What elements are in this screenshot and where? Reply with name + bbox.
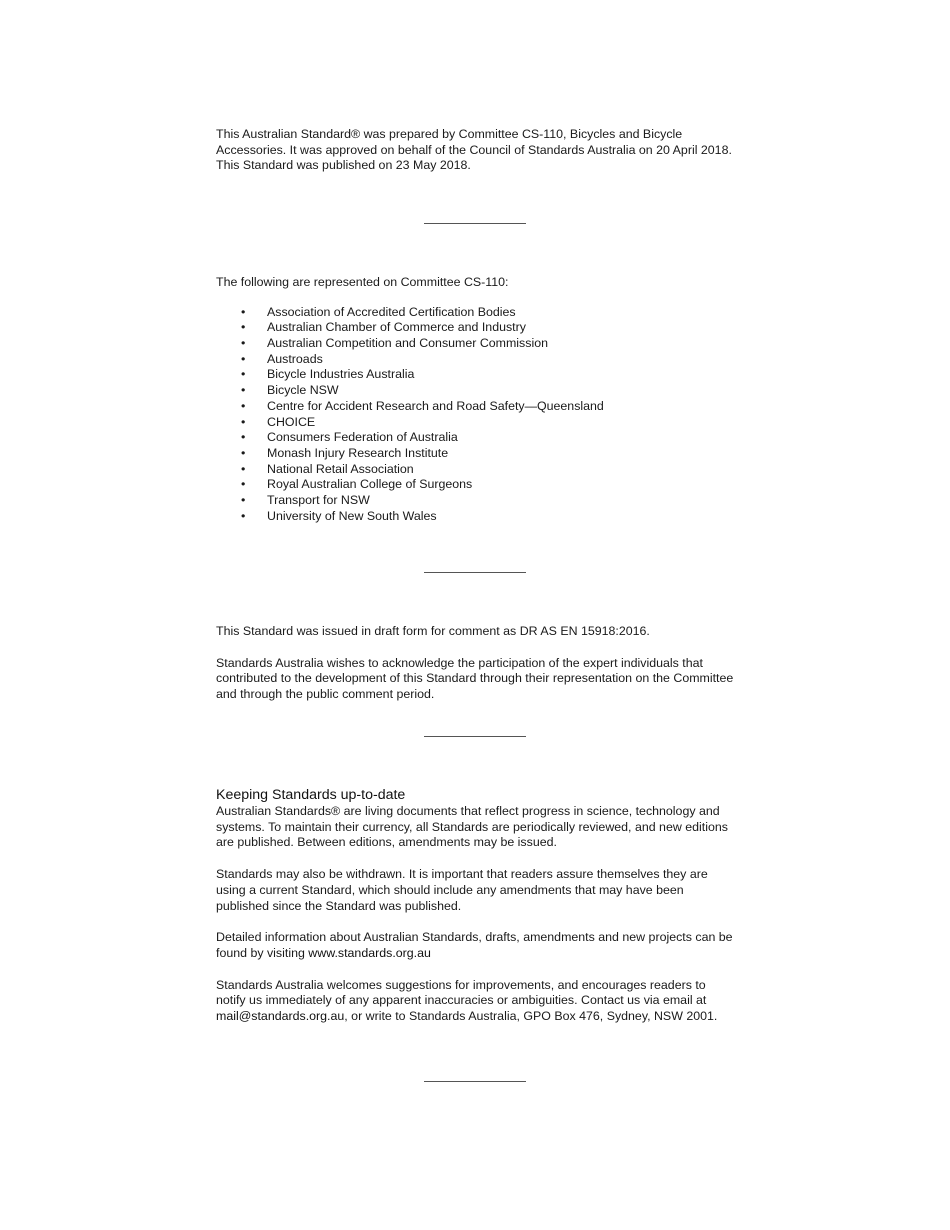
bullet: • bbox=[241, 351, 246, 366]
representation-heading: The following are represented on Committee CS-110: bbox=[216, 275, 509, 289]
publication-date-text: This Standard was published on 23 May 2018. bbox=[216, 158, 471, 173]
list-item bbox=[216, 415, 736, 431]
organisation-name: Austroads bbox=[267, 351, 323, 366]
bullet: • bbox=[241, 430, 246, 445]
section-divider bbox=[424, 223, 526, 224]
organisation-list bbox=[216, 305, 736, 525]
section-divider bbox=[424, 736, 526, 737]
list-item bbox=[216, 430, 736, 446]
acknowledgement-text: Standards Australia wishes to acknowledge the participation of the expert individuals that contributed to the development of this Standard through their representation on the Committee and through the public comment period. bbox=[216, 655, 734, 702]
withdrawn-paragraph: Standards may also be withdrawn. It is important that readers assure themselves they are using a current Standard, which should include any amendments that may have been published since the Standard was published. bbox=[216, 867, 708, 913]
section-divider bbox=[424, 1081, 526, 1082]
detailed-info-paragraph bbox=[216, 930, 736, 961]
organisation-name: Australian Competition and Consumer Commission bbox=[267, 336, 548, 351]
organisation-name: Bicycle NSW bbox=[267, 383, 339, 398]
organisation-name: Consumers Federation of Australia bbox=[267, 430, 458, 445]
living-documents-paragraph: Australian Standards® are living documents that reflect progress in science, technology and systems. To maintain their currency, all Standards are periodically reviewed, and new editions are published. Between editions, amendments may be issued. bbox=[216, 804, 728, 850]
approval-statement bbox=[216, 127, 736, 174]
organisation-name: Association of Accredited Certification Bodies bbox=[267, 304, 516, 319]
bullet: • bbox=[241, 445, 246, 460]
committee-representation bbox=[216, 275, 736, 524]
section-heading: Keeping Standards up-to-date bbox=[216, 787, 406, 803]
bullet: • bbox=[241, 336, 246, 351]
bullet: • bbox=[241, 398, 246, 413]
bullet: • bbox=[241, 383, 246, 398]
organisation-name: Royal Australian College of Surgeons bbox=[267, 477, 473, 492]
suggestions-paragraph bbox=[216, 978, 736, 1025]
list-item bbox=[216, 477, 736, 493]
list-item bbox=[216, 383, 736, 399]
organisation-name: CHOICE bbox=[267, 414, 316, 429]
draft-statement bbox=[216, 624, 736, 703]
organisation-name: Monash Injury Research Institute bbox=[267, 445, 449, 460]
bullet: • bbox=[241, 304, 246, 319]
list-item bbox=[216, 352, 736, 368]
bullet: • bbox=[241, 477, 246, 492]
bullet: • bbox=[241, 492, 246, 507]
list-item bbox=[216, 509, 736, 525]
list-item bbox=[216, 399, 736, 415]
list-item bbox=[216, 446, 736, 462]
organisation-name: University of New South Wales bbox=[267, 508, 437, 523]
detailed-info-text: Detailed information about Australian Standards, drafts, amendments and new projects can be found by visiting bbox=[216, 930, 733, 960]
organisation-name: Bicycle Industries Australia bbox=[267, 367, 415, 382]
postal-address-text: , or write to Standards Australia, GPO Box 476, Sydney, NSW 2001. bbox=[344, 1009, 718, 1024]
organisation-name: Australian Chamber of Commerce and Industry bbox=[267, 320, 526, 335]
list-item bbox=[216, 336, 736, 352]
suggestions-text: Standards Australia welcomes suggestions for improvements, and encourages readers to notify us immediately of any apparent inaccuracies or ambiguities. Contact us via email at bbox=[216, 977, 707, 1008]
list-item bbox=[216, 462, 736, 478]
organisation-name: Centre for Accident Research and Road Safety—Queensland bbox=[267, 398, 604, 413]
bullet: • bbox=[241, 367, 246, 382]
bullet: • bbox=[241, 508, 246, 523]
list-item bbox=[216, 320, 736, 336]
bullet: • bbox=[241, 414, 246, 429]
email-link[interactable]: mail@standards.org.au bbox=[216, 1009, 345, 1024]
approval-text: This Australian Standard® was prepared by Committee CS-110, Bicycles and Bicycle Accessories. It was approved on behalf of the Council of Standards Australia on 20 April 2018. bbox=[216, 127, 732, 157]
keeping-up-to-date-section bbox=[216, 787, 736, 1025]
section-divider bbox=[424, 572, 526, 573]
organisation-name: National Retail Association bbox=[267, 461, 414, 476]
list-item bbox=[216, 367, 736, 383]
organisation-name: Transport for NSW bbox=[267, 492, 370, 507]
list-item bbox=[216, 305, 736, 321]
website-link[interactable]: www.standards.org.au bbox=[308, 945, 431, 960]
bullet: • bbox=[241, 320, 246, 335]
list-item bbox=[216, 493, 736, 509]
draft-issued-text: This Standard was issued in draft form for comment as DR AS EN 15918:2016. bbox=[216, 624, 650, 638]
bullet: • bbox=[241, 461, 246, 476]
